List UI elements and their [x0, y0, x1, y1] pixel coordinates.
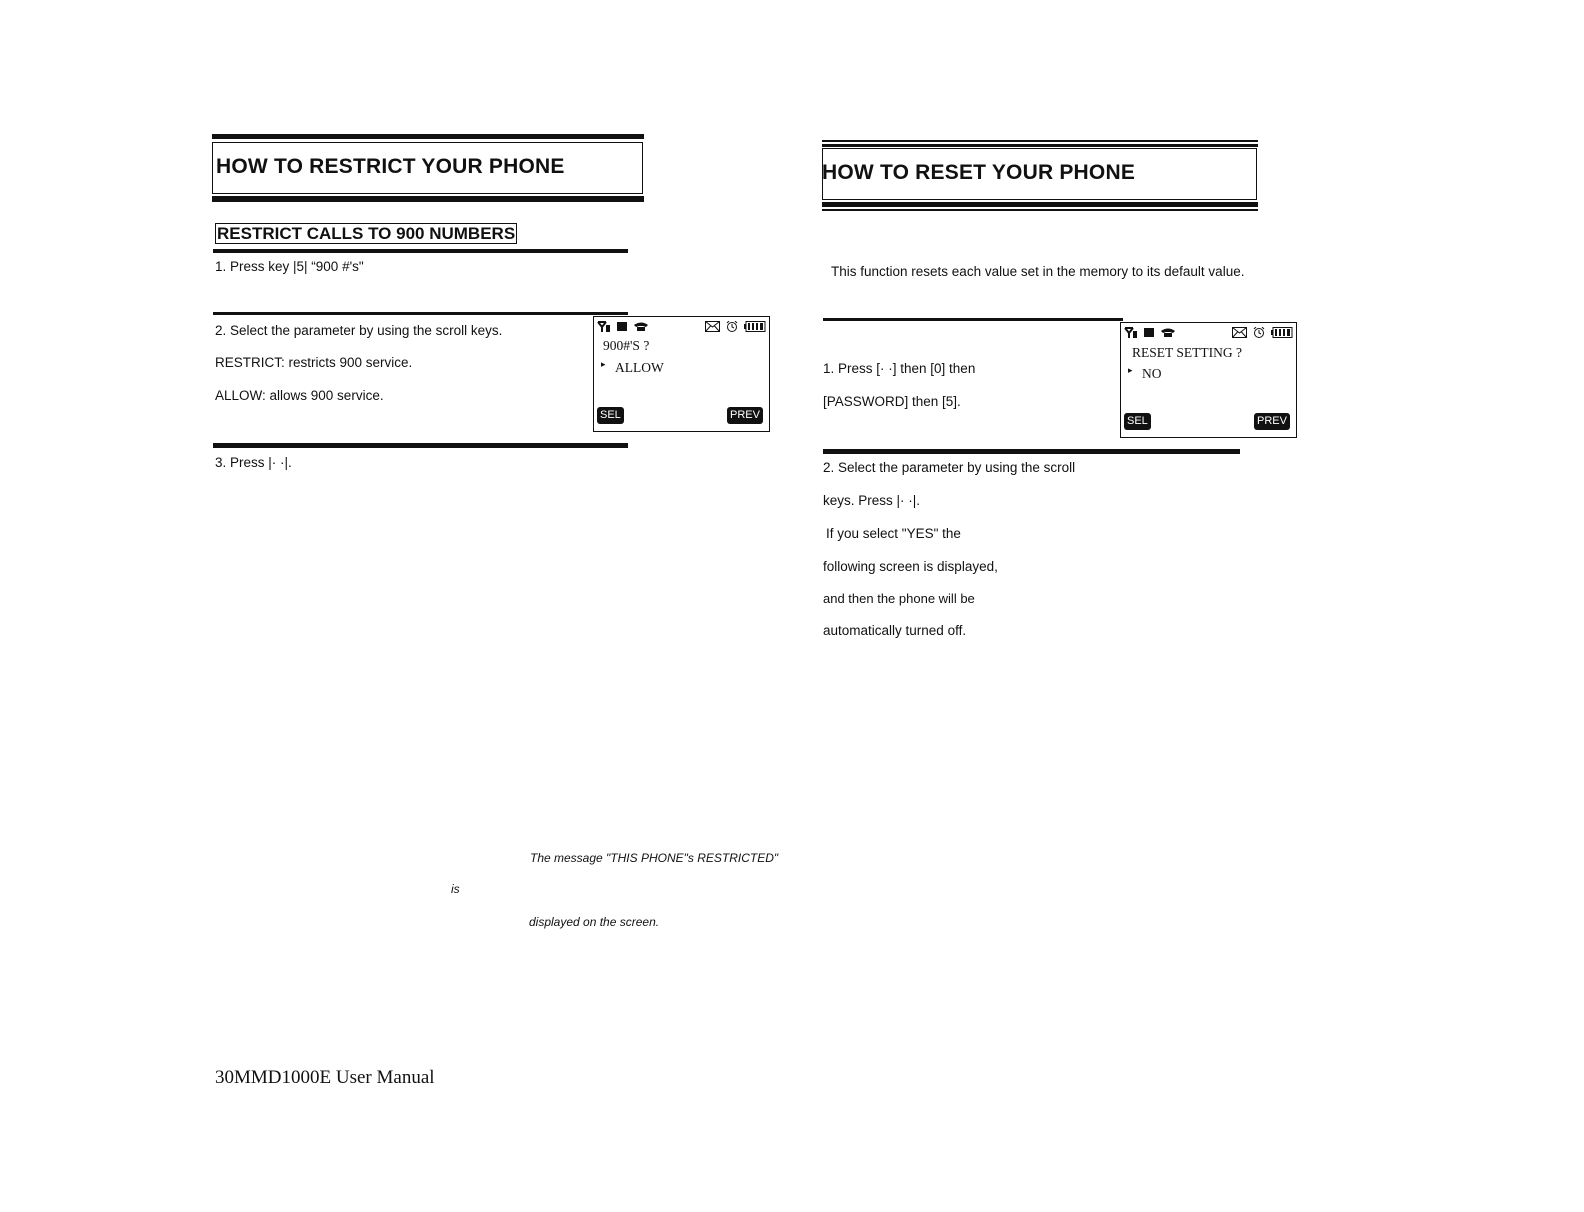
page-title: HOW TO RESTRICT YOUR PHONE [216, 155, 565, 178]
service-icon [1144, 327, 1154, 338]
page-title-right: HOW TO RESET YOUR PHONE [822, 161, 1136, 184]
allow-description: ALLOW: allows 900 service. [215, 388, 384, 403]
cursor-arrow-icon: ▸ [601, 359, 606, 369]
right-title-bottom-rule [822, 202, 1258, 207]
reset-step-2a: 2. Select the parameter by using the scroll [823, 460, 1076, 475]
reset-step-2d: following screen is displayed, [823, 559, 998, 574]
reset-step-2b: keys. Press |· ·|. [823, 493, 921, 508]
signal-icon [597, 321, 611, 332]
alarm-icon [726, 321, 738, 332]
phone-line-1: 900#'S ? [603, 338, 650, 353]
right-title-bottom-rule-2 [822, 209, 1258, 211]
note-line-1: The message "THIS PHONE"s RESTRICTED" [530, 851, 779, 865]
phone-icon [633, 321, 649, 332]
status-bar [1124, 325, 1293, 339]
section-subhead: RESTRICT CALLS TO 900 NUMBERS [217, 224, 516, 243]
reset-step-2e: and then the phone will be [823, 591, 975, 606]
reset-step-1b: [PASSWORD] then [5]. [823, 394, 961, 409]
envelope-icon [705, 321, 720, 332]
cursor-arrow-icon: ▸ [1128, 365, 1133, 375]
right-step-rule-2 [823, 449, 1240, 454]
phone-line-2: ALLOW [615, 360, 664, 375]
restrict-description: RESTRICT: restricts 900 service. [215, 355, 413, 370]
reset-intro: This function resets each value set in the memory to its default value. [831, 264, 1245, 279]
status-bar [597, 319, 766, 333]
battery-icon [1271, 327, 1293, 338]
envelope-icon [1232, 327, 1247, 338]
footer-manual-title: 30MMD1000E User Manual [215, 1067, 435, 1088]
softkey-sel[interactable]: SEL [1124, 413, 1151, 430]
signal-icon [1124, 327, 1138, 338]
reset-step-2c: If you select "YES" the [826, 526, 961, 541]
step-rule [213, 312, 628, 315]
step-3: 3. Press |· ·|. [215, 455, 292, 470]
note-line-2: is [451, 882, 460, 896]
right-title-top-rule [822, 140, 1258, 142]
right-step-rule [823, 318, 1123, 321]
softkey-prev[interactable]: PREV [1254, 413, 1290, 430]
phone-display-reset [1120, 322, 1297, 438]
phone-line-1: RESET SETTING ? [1132, 345, 1242, 360]
step-2: 2. Select the parameter by using the scroll keys. [215, 323, 503, 338]
title-bottom-rule [212, 196, 644, 202]
subhead-rule [213, 249, 628, 253]
softkey-prev[interactable]: PREV [727, 407, 763, 424]
reset-step-2f: automatically turned off. [823, 623, 967, 638]
battery-icon [744, 321, 766, 332]
step-1: 1. Press key |5| “900 #'s" [215, 259, 364, 274]
right-title-top-rule-2 [822, 144, 1258, 147]
phone-display [593, 316, 770, 432]
service-icon [617, 321, 627, 332]
phone-line-2: NO [1142, 366, 1162, 381]
note-line-3: displayed on the screen. [529, 915, 660, 929]
title-top-rule [212, 134, 644, 139]
alarm-icon [1253, 327, 1265, 338]
softkey-sel[interactable]: SEL [597, 407, 624, 424]
step-rule-2 [213, 443, 628, 448]
reset-step-1a: 1. Press [· ·] then [0] then [823, 361, 976, 376]
phone-icon [1160, 327, 1176, 338]
